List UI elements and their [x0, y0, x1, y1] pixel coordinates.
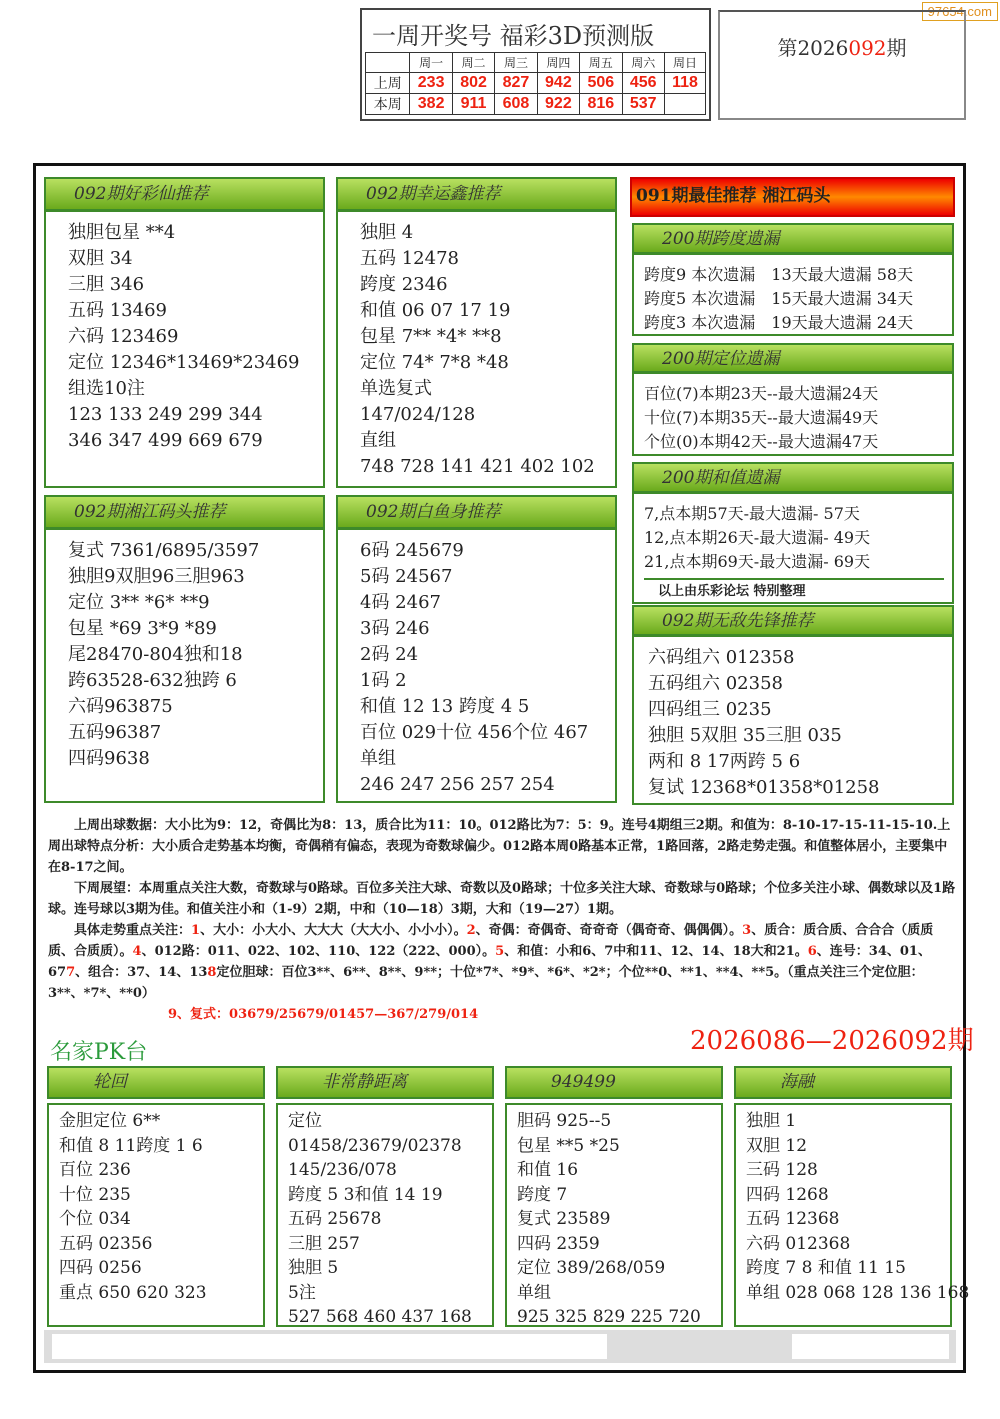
draw-number: 942 [537, 73, 579, 94]
row-label: 上周 [366, 73, 410, 94]
recommend-line: 独胆9双胆96三胆963 [68, 566, 245, 587]
recommend-line: 和值 06 07 17 19 [360, 300, 511, 321]
day-header: 周日 [664, 53, 705, 73]
draw-number [664, 94, 705, 115]
next-week-outlook: 下周展望：本周重点关注大数，奇数球与0路球。百位多关注大球、奇数以及0路球；十位多关注大球、奇数球与0路球；个位多关注小球、偶数球以及1路球。连号球以3期为佳。和值关注小和（1-9）2期，中和（10—18）3期，大和（19—27）1期。 [48, 881, 956, 917]
period-suffix: 期 [886, 36, 907, 60]
last-week-analysis: 上周出球数据：大小比为9：12，奇偶比为8：13，质合比为11：10。012路比为7：5：9。连号4期组三2期。和值为：8-10-17-15-11-15-10.上周出球特点分析：大小质合走势基本均衡，奇偶稍有偏态，表现为奇数球偏少。012路本周0路基本正常，1路回落，2路走势走强。和值整体居小，主要集中在8-17之间。 [48, 818, 951, 875]
recommend-line: 独胆 4 [360, 222, 414, 243]
recommend-line: 跨63528-632独跨 6 [68, 670, 237, 691]
pk-line: 三胆 257 [288, 1233, 360, 1254]
day-header: 周一 [410, 53, 452, 73]
period-box [718, 10, 966, 120]
day-header: 周四 [537, 53, 579, 73]
recommend-line: 定位 74* 7*8 *48 [360, 352, 509, 373]
pk-body [276, 1103, 494, 1327]
trend-part: 、大小：小大小、大大大（大大小、小小小）。 [200, 923, 467, 938]
pk-line: 和值 16 [517, 1160, 579, 1180]
pk-header: 非常静距离 [276, 1066, 494, 1099]
table-title: 一周开奖号 福彩3D预测版 [372, 22, 655, 50]
watermark: 97654.com [922, 2, 998, 21]
pk-header: 949499 [505, 1066, 723, 1099]
trend-part: 6 [807, 944, 817, 959]
draw-number: 506 [580, 73, 622, 94]
trend-part: 4 [132, 944, 142, 959]
draw-number: 537 [622, 94, 664, 115]
pioneer-header: 092期无敌先锋推荐 [632, 605, 954, 636]
draw-number: 233 [410, 73, 452, 94]
list-line: 7,点本期57天-最大遗漏- 57天 [644, 504, 860, 523]
pk-body [47, 1103, 265, 1327]
pk-header: 轮回 [47, 1066, 265, 1099]
trend-part: 定位胆球：百位3**、6**、8**、9**；十位*7*、*9*、*6*、*2*；个位**0、**1、**4、**5。（重点关注三个定位胆：3**、*7*、**0） [48, 965, 924, 1001]
recommend-line: 定位 12346*13469*23469 [68, 352, 300, 373]
recommend-header: 092期湘江码头推荐 [44, 495, 325, 529]
recommend-line: 六码 123469 [68, 326, 179, 347]
list-line: 跨度3 本次遗漏 19天最大遗漏 24天 [644, 313, 914, 332]
sum-note: 以上由乐彩论坛 特别整理 [644, 578, 944, 604]
pk-line: 金胆定位 6** [59, 1111, 161, 1131]
draw-number: 608 [495, 94, 537, 115]
pk-line: 独胆 5 [288, 1258, 339, 1278]
pk-line: 单组 [517, 1282, 551, 1303]
trend-part: 2 [466, 923, 476, 938]
pioneer-body [632, 635, 954, 805]
recommend-line: 直组 [360, 430, 396, 451]
analysis-text [48, 815, 958, 1025]
draw-number: 827 [495, 73, 537, 94]
recommend-header: 092期白鱼身推荐 [336, 495, 617, 529]
list-line: 跨度5 本次遗漏 15天最大遗漏 34天 [644, 289, 914, 308]
pk-line: 六码 012368 [746, 1233, 851, 1254]
pk-body [505, 1103, 723, 1327]
pk-line: 三码 128 [746, 1160, 818, 1180]
span-omission-header: 200期跨度遗漏 [632, 223, 954, 254]
pk-line: 和值 8 11跨度 1 6 [59, 1135, 203, 1156]
recommend-line: 三胆 346 [68, 274, 145, 295]
recommend-line: 1码 2 [360, 670, 407, 691]
recommend-line: 2码 24 [360, 644, 419, 665]
list-line: 四码组三 0235 [648, 699, 772, 720]
day-header: 周六 [622, 53, 664, 73]
recommend-body [44, 210, 325, 488]
recommend-line: 复式 7361/6895/3597 [68, 540, 260, 561]
recommend-line: 4码 2467 [360, 592, 441, 613]
recommend-line: 3码 246 [360, 618, 430, 639]
pk-line: 跨度 5 3和值 14 19 [288, 1184, 443, 1205]
period-prefix: 第2026 [777, 36, 849, 60]
recommend-line: 定位 3** *6* **9 [68, 592, 210, 613]
recommend-line: 跨度 2346 [360, 274, 448, 295]
compound-pick: 9、复式：03679/25679/01457—367/279/014 [168, 1007, 479, 1022]
trend-part: 、奇偶：奇偶奇、奇奇奇（偶奇奇、偶偶偶）。 [475, 923, 743, 938]
period-range: 2026086—2026092期 [690, 1026, 974, 1056]
pk-line: 四码 2359 [517, 1233, 600, 1254]
list-line: 跨度9 本次遗漏 13天最大遗漏 58天 [644, 265, 914, 284]
recommend-line: 五码 12478 [360, 248, 459, 269]
bottom-bar [44, 1330, 956, 1363]
trend-part: 、012路：011、022、102、110、122（222、000）。 [141, 944, 496, 959]
draw-number: 911 [452, 94, 494, 115]
recommend-line: 百位 029十位 456个位 467 [360, 722, 589, 743]
best-recommend-banner: 091期最佳推荐 湘江码头 [630, 177, 955, 217]
recommend-line: 五码96387 [68, 722, 162, 743]
recommend-line: 双胆 34 [68, 248, 133, 269]
recommend-body [44, 528, 325, 803]
draw-number: 382 [410, 94, 452, 115]
recommend-body [336, 528, 617, 803]
pk-header: 海融 [734, 1066, 952, 1099]
pk-line: 527 568 460 437 168 [288, 1307, 472, 1327]
position-omission-header: 200期定位遗漏 [632, 343, 954, 373]
pk-line: 双胆 12 [746, 1135, 808, 1156]
pk-line: 百位 236 [59, 1160, 131, 1180]
pk-body [734, 1103, 970, 1327]
trend-part: 8 [207, 965, 217, 980]
pk-line: 单组 028 068 128 136 168 [746, 1282, 970, 1303]
pk-line: 跨度 7 8 和值 11 15 [746, 1258, 906, 1278]
list-line: 十位(7)本期35天--最大遗漏49天 [644, 408, 879, 427]
list-line: 五码组六 02358 [648, 673, 783, 694]
list-line: 两和 8 17两跨 5 6 [648, 751, 801, 772]
draw-number: 118 [664, 73, 705, 94]
list-line: 12,点本期26天-最大遗漏- 49天 [644, 528, 871, 547]
recommend-line: 单选复式 [360, 378, 432, 399]
trend-part: 、和值：小和6、7中和11、12、14、18大和21。 [504, 944, 808, 959]
trend-part: 、连号：34、01、67 [48, 944, 931, 980]
bottom-input-right[interactable] [792, 1334, 949, 1359]
recommend-header: 092期好彩仙推荐 [44, 177, 325, 211]
recommend-line: 5码 24567 [360, 566, 453, 587]
draw-number: 802 [452, 73, 494, 94]
recommend-line: 147/024/128 [360, 404, 476, 425]
sum-omission-body [632, 492, 954, 604]
pk-line: 925 325 829 225 720 [517, 1307, 701, 1327]
pk-line: 重点 650 620 323 [59, 1282, 207, 1303]
pk-line: 5注 [288, 1282, 316, 1303]
recommend-line: 五码 13469 [68, 300, 167, 321]
day-header: 周二 [452, 53, 494, 73]
list-line: 六码组六 012358 [648, 647, 795, 668]
draw-number: 922 [537, 94, 579, 115]
bottom-input-left[interactable] [52, 1334, 607, 1359]
recommend-line: 包星 7** *4* **8 [360, 326, 502, 347]
pk-line: 145/236/078 [288, 1160, 397, 1180]
pk-line: 十位 235 [59, 1184, 131, 1205]
list-line: 个位(0)本期42天--最大遗漏47天 [644, 432, 879, 451]
recommend-line: 独胆包星 **4 [68, 222, 176, 243]
recommend-line: 346 347 499 669 679 [68, 430, 263, 451]
recommend-line: 四码9638 [68, 748, 150, 769]
pk-line: 四码 1268 [746, 1184, 829, 1205]
row-label: 本周 [366, 94, 410, 115]
pk-line: 01458/23679/02378 [288, 1135, 462, 1156]
recommend-body [336, 210, 617, 488]
trend-focus [48, 920, 958, 1004]
pk-line: 独胆 1 [746, 1111, 797, 1131]
pk-line: 五码 12368 [746, 1209, 840, 1229]
trend-part: 5 [495, 944, 505, 959]
weekly-draw-table [360, 8, 711, 121]
trend-part: 7 [66, 965, 76, 980]
pk-line: 复式 23589 [517, 1209, 611, 1229]
period-number: 092 [848, 36, 887, 60]
trend-part: 具体走势重点关注： [74, 923, 192, 938]
pk-line: 五码 02356 [59, 1233, 153, 1254]
recommend-line: 六码963875 [68, 696, 173, 717]
list-line: 独胆 5双胆 35三胆 035 [648, 725, 842, 746]
pk-line: 包星 **5 *25 [517, 1135, 620, 1156]
pk-line: 四码 0256 [59, 1258, 142, 1278]
recommend-line: 123 133 249 299 344 [68, 404, 263, 425]
recommend-line: 组选10注 [68, 378, 145, 399]
trend-part: 1 [191, 923, 201, 938]
day-header: 周五 [580, 53, 622, 73]
pk-label: 名家PK台 [50, 1040, 148, 1065]
recommend-line: 246 247 256 257 254 [360, 774, 555, 795]
draw-number: 816 [580, 94, 622, 115]
draw-number: 456 [622, 73, 664, 94]
trend-part: 3 [742, 923, 752, 938]
list-line: 百位(7)本期23天--最大遗漏24天 [644, 384, 879, 403]
sum-omission-header: 200期和值遗漏 [632, 462, 954, 493]
recommend-line: 包星 *69 3*9 *89 [68, 618, 217, 639]
pk-line: 胆码 925--5 [517, 1111, 612, 1131]
recommend-line: 单组 [360, 748, 396, 769]
pk-line: 五码 25678 [288, 1209, 382, 1229]
day-header: 周三 [495, 53, 537, 73]
recommend-line: 6码 245679 [360, 540, 464, 561]
span-omission-body [632, 253, 954, 336]
recommend-line: 尾28470-804独和18 [68, 644, 243, 665]
recommend-line: 和值 12 13 跨度 4 5 [360, 696, 530, 717]
position-omission-body [632, 372, 954, 456]
list-line: 21,点本期69天-最大遗漏- 69天 [644, 552, 871, 571]
trend-part: 、质合：质合质、合合合（质质质、合质质）。 [48, 923, 934, 959]
pk-line: 个位 034 [59, 1209, 131, 1229]
list-line: 复试 12368*01358*01258 [648, 777, 880, 798]
trend-part: 、组合：37、14、13 [75, 965, 208, 980]
pk-line: 定位 389/268/059 [517, 1258, 666, 1278]
pk-line: 定位 [288, 1111, 322, 1131]
recommend-line: 748 728 141 421 402 102 [360, 456, 595, 477]
pk-line: 跨度 7 [517, 1184, 568, 1205]
recommend-header: 092期幸运鑫推荐 [336, 177, 617, 211]
